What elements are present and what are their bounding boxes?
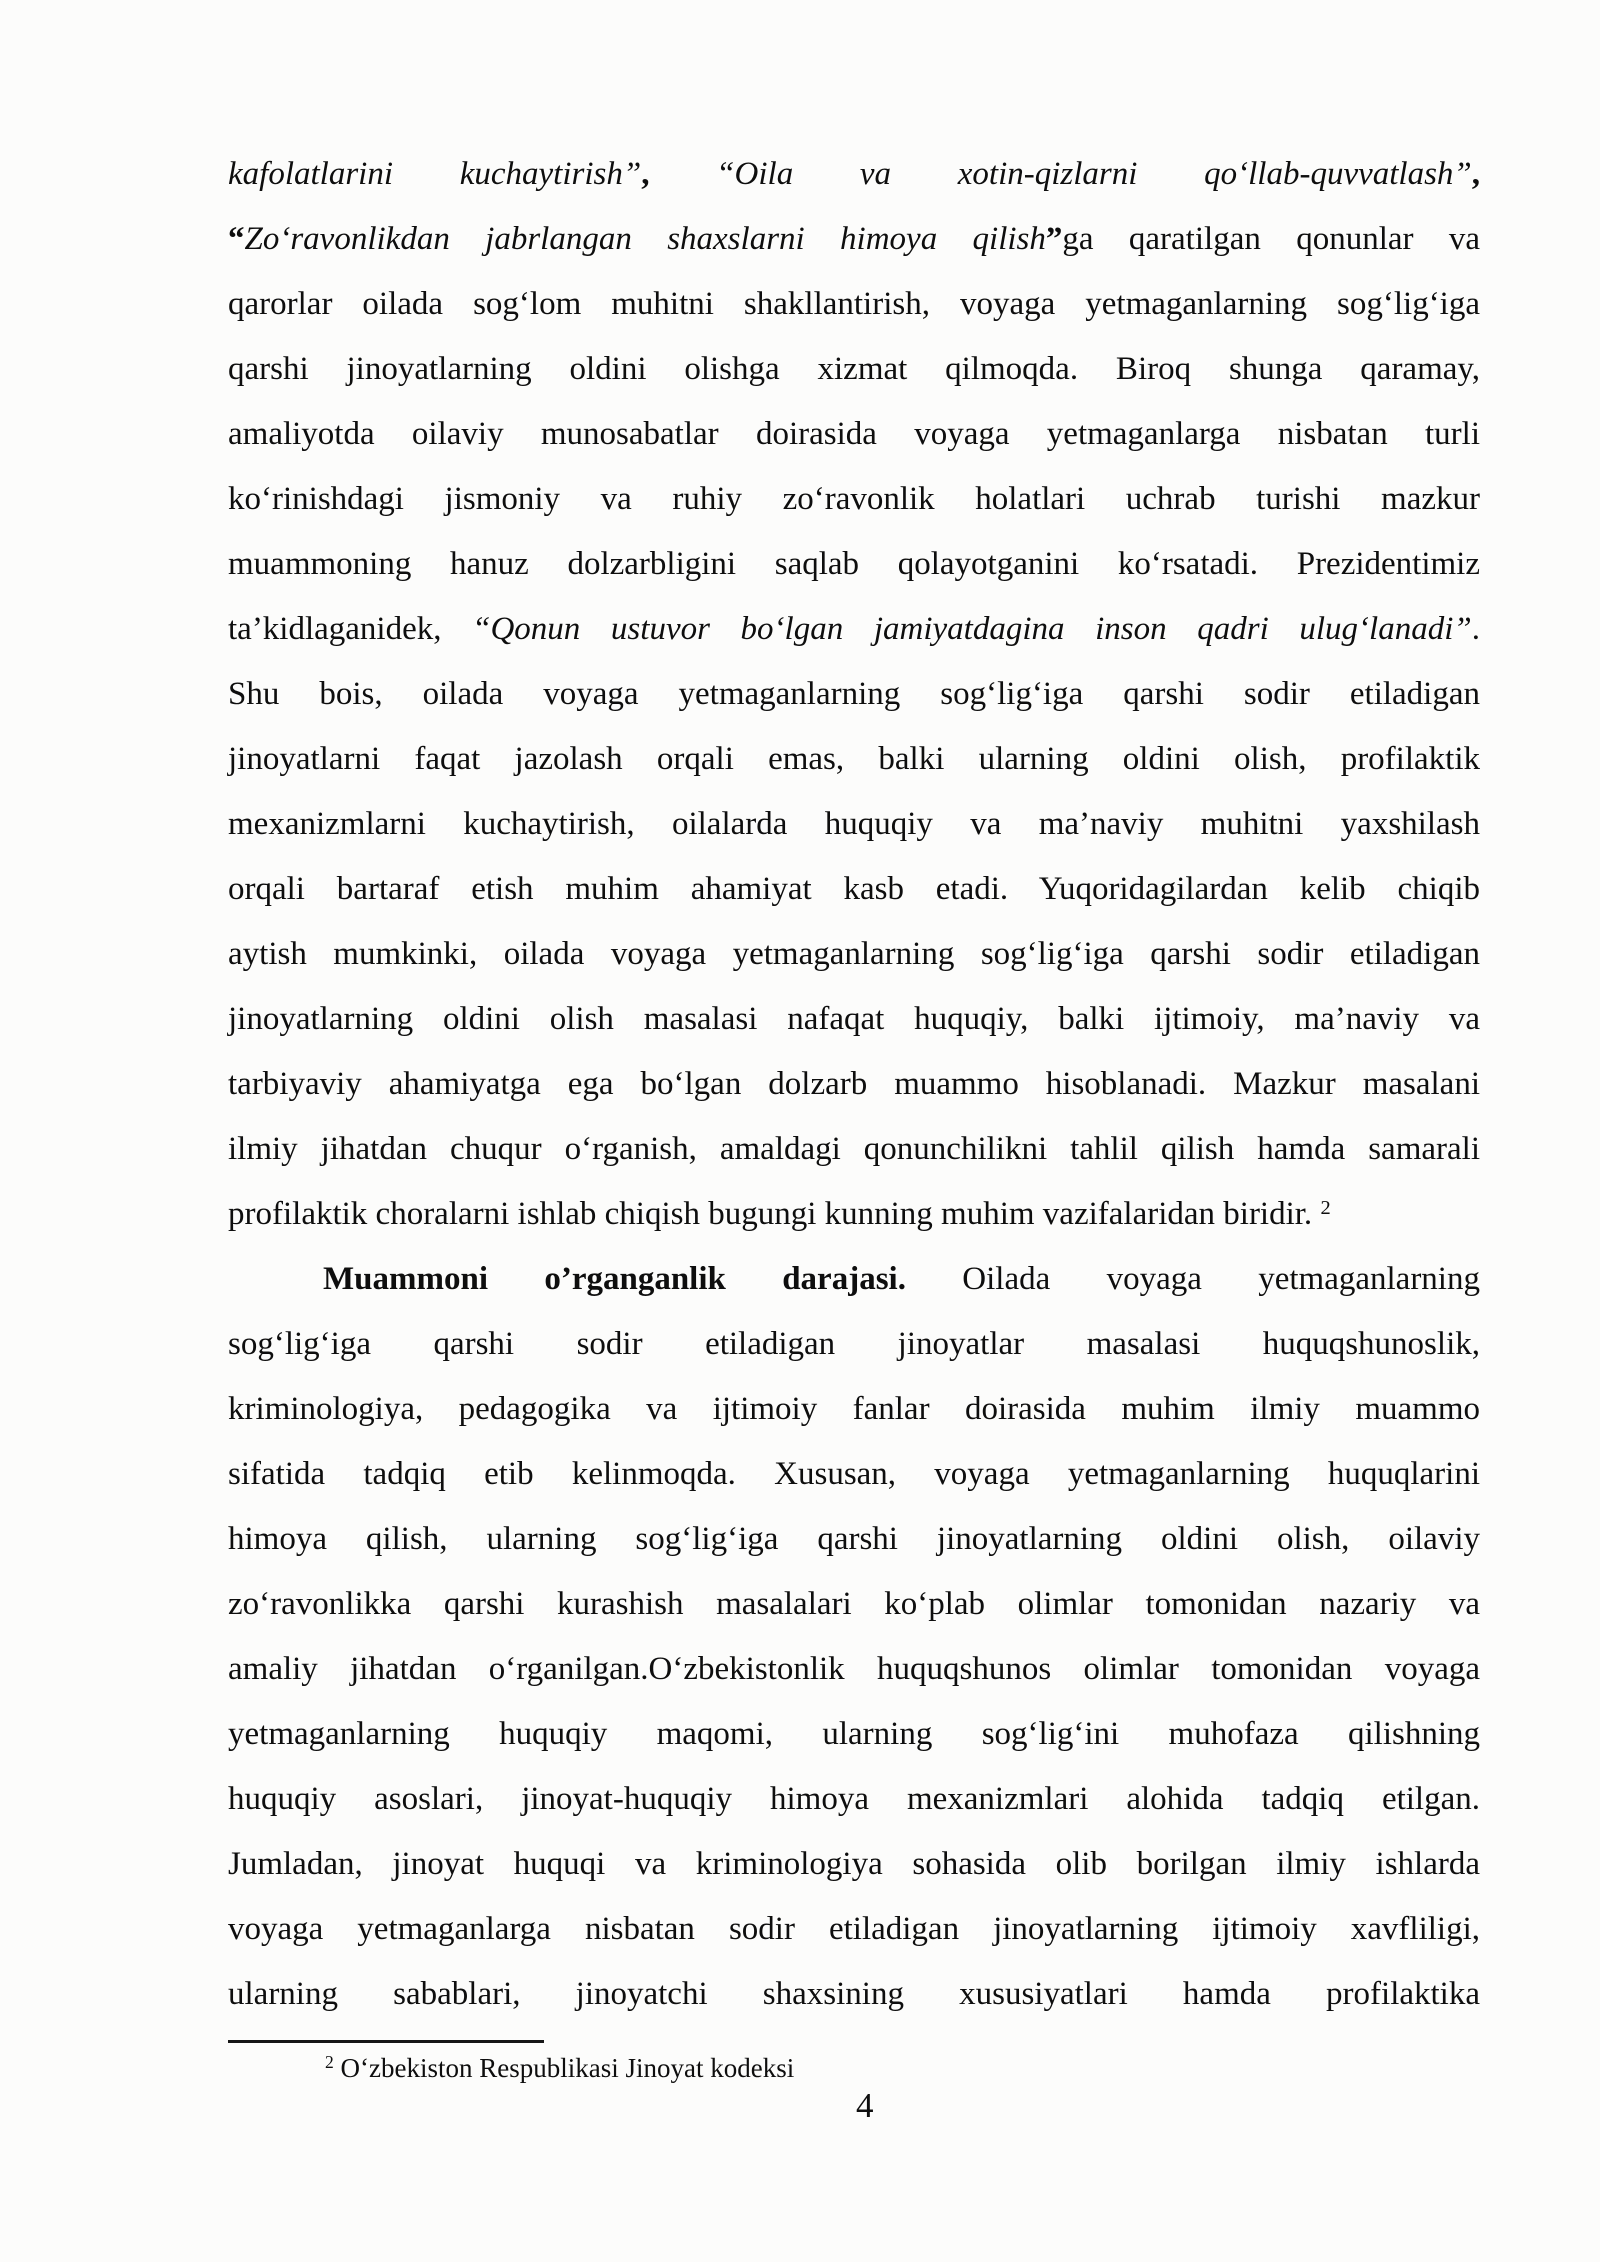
text-line [228, 272, 1480, 337]
text-segment: yetmaganlarning huquqiy maqomi, ularning sog‘lig‘ini muhofaza qilishning [228, 1716, 1480, 1752]
page-number: 4 [856, 2086, 874, 2125]
text-segment: “ [228, 221, 245, 257]
text-line [228, 1442, 1480, 1507]
text-segment: orqali bartaraf etish muhim ahamiyat kasb etadi. Yuqoridagilardan kelib chiqib [228, 871, 1480, 907]
text-line [228, 1052, 1480, 1117]
text-segment: tarbiyaviy ahamiyatga ega bo‘lgan dolzarb muammo hisoblanadi. Mazkur masalani [228, 1066, 1480, 1102]
text-line [228, 1702, 1480, 1767]
text-segment: qarshi jinoyatlarning oldini olishga xizmat qilmoqda. Biroq shunga qaramay, [228, 351, 1480, 387]
text-segment: huquqiy asoslari, jinoyat-huquqiy himoya mexanizmlari alohida tadqiq etilgan. [228, 1781, 1480, 1817]
text-segment: , [1471, 156, 1481, 192]
text-line [228, 1832, 1480, 1897]
text-segment: “Oila va xotin-qizlarni qo‘llab-quvvatlash” [716, 156, 1472, 192]
text-segment: Shu bois, oilada voyaga yetmaganlarning sog‘lig‘iga qarshi sodir etiladigan [228, 676, 1480, 712]
text-segment: muammoning hanuz dolzarbligini saqlab qolayotganini ko‘rsatadi. Prezidentimiz [228, 546, 1480, 582]
footnote-text: O‘zbekiston Respublikasi Jinoyat kodeksi [333, 2053, 795, 2083]
text-line [228, 662, 1480, 727]
text-line [228, 467, 1480, 532]
text-line [228, 922, 1480, 987]
text-line [228, 1637, 1480, 1702]
text-segment: kafolatlarini kuchaytirish” [228, 156, 642, 192]
text-segment: Jumladan, jinoyat huquqi va kriminologiya sohasida olib borilgan ilmiy ishlarda [228, 1846, 1480, 1882]
text-line [228, 1247, 1480, 1312]
text-segment: Muammoni o’rganganlik darajasi. [323, 1261, 963, 1297]
text-line [228, 142, 1480, 207]
text-line [228, 532, 1480, 597]
text-segment: mexanizmlarni kuchaytirish, oilalarda huquqiy va ma’naviy muhitni yaxshilash [228, 806, 1480, 842]
text-segment: sifatida tadqiq etib kelinmoqda. Xususan, voyaga yetmaganlarning huquqlarini [228, 1456, 1480, 1492]
text-segment: . [1471, 611, 1480, 647]
text-segment: ta’kidlaganidek, [228, 611, 473, 647]
text-line [228, 727, 1480, 792]
text-segment: ilmiy jihatdan chuqur o‘rganish, amaldagi qonunchilikni tahlil qilish hamda samarali [228, 1131, 1480, 1167]
text-segment: himoya qilish, ularning sog‘lig‘iga qarshi jinoyatlarning oldini olish, oilaviy [228, 1521, 1480, 1557]
footnote-separator [228, 2040, 544, 2043]
text-line [228, 1897, 1480, 1962]
text-segment: jinoyatlarning oldini olish masalasi nafaqat huquqiy, balki ijtimoiy, ma’naviy va [228, 1001, 1480, 1037]
text-segment: zo‘ravonlikka qarshi kurashish masalalari ko‘plab olimlar tomonidan nazariy va [228, 1586, 1480, 1622]
text-segment: ularning sabablari, jinoyatchi shaxsining xususiyatlari hamda profilaktika [228, 1976, 1480, 2012]
text-line [228, 1117, 1480, 1182]
text-line [228, 1312, 1480, 1377]
text-line [228, 857, 1480, 922]
text-segment: ko‘rinishdagi jismoniy va ruhiy zo‘ravonlik holatlari uchrab turishi mazkur [228, 481, 1480, 517]
text-segment: amaliy jihatdan o‘rganilgan.O‘zbekistonlik huquqshunos olimlar tomonidan voyaga [228, 1651, 1480, 1687]
text-line [228, 1377, 1480, 1442]
text-line [228, 402, 1480, 467]
text-line [228, 1507, 1480, 1572]
text-segment: Zo‘ravonlikdan jabrlangan shaxslarni himoya qilish [244, 221, 1046, 257]
footnote [228, 2048, 1480, 2091]
text-segment: aytish mumkinki, oilada voyaga yetmaganlarning sog‘lig‘iga qarshi sodir etiladigan [228, 936, 1480, 972]
text-segment: profilaktik choralarni ishlab chiqish bugungi kunning muhim vazifalaridan biridir. [228, 1196, 1321, 1232]
text-line [228, 1572, 1480, 1637]
text-segment: sog‘lig‘iga qarshi sodir etiladigan jinoyatlar masalasi huquqshunoslik, [228, 1326, 1480, 1362]
text-segment: ” [1045, 221, 1063, 257]
text-segment: , [641, 156, 717, 192]
text-line [228, 337, 1480, 402]
text-segment: amaliyotda oilaviy munosabatlar doirasida voyaga yetmaganlarga nisbatan turli [228, 416, 1480, 452]
text-segment: Oilada voyaga yetmaganlarning [962, 1261, 1480, 1297]
text-line [228, 1962, 1480, 2027]
text-line [228, 792, 1480, 857]
text-line [228, 987, 1480, 1052]
footnote-reference: 2 [1320, 1196, 1331, 1219]
text-segment: ga qaratilgan qonunlar va [1062, 221, 1480, 257]
document-body [228, 142, 1480, 2027]
text-segment: kriminologiya, pedagogika va ijtimoiy fanlar doirasida muhim ilmiy muammo [228, 1391, 1480, 1427]
text-segment: “Qonun ustuvor bo‘lgan jamiyatdagina inson qadri ulug‘lanadi” [472, 611, 1472, 647]
text-line [228, 1182, 1480, 1247]
text-segment: voyaga yetmaganlarga nisbatan sodir etiladigan jinoyatlarning ijtimoiy xavfliligi, [228, 1911, 1480, 1947]
text-line [228, 1767, 1480, 1832]
text-segment: jinoyatlarni faqat jazolash orqali emas, balki ularning oldini olish, profilaktik [228, 741, 1480, 777]
footnote-marker: 2 [325, 2052, 334, 2073]
text-line [228, 207, 1480, 272]
text-line [228, 597, 1480, 662]
text-segment: qarorlar oilada sog‘lom muhitni shakllantirish, voyaga yetmaganlarning sog‘lig‘iga [228, 286, 1480, 322]
